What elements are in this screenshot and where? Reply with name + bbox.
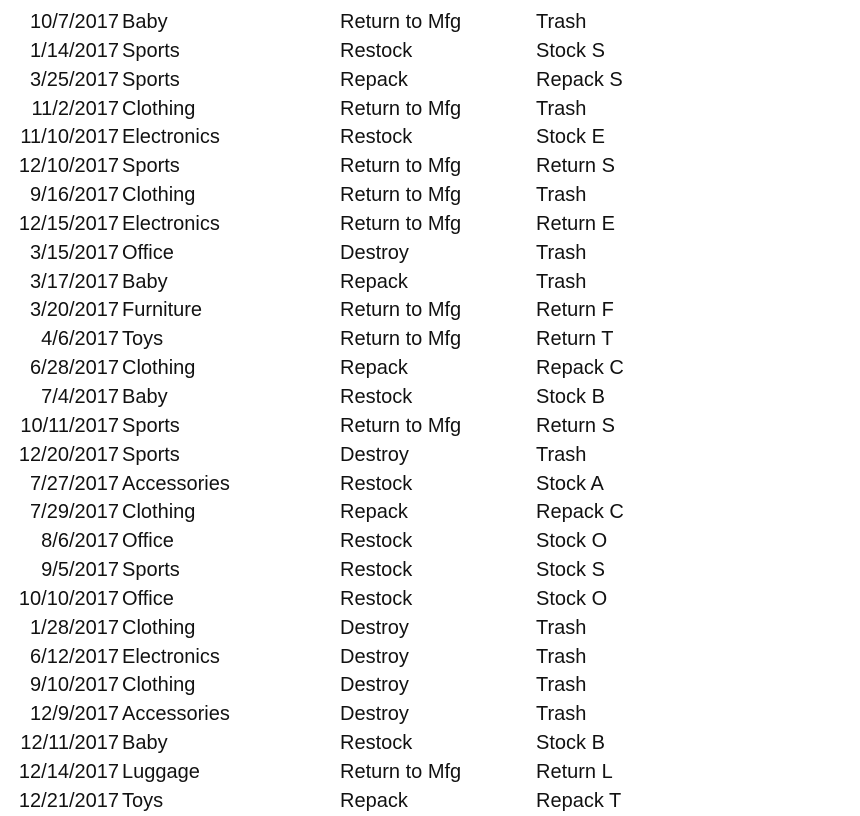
table-row: [0, 181, 860, 210]
table-row: [0, 383, 860, 412]
cell-category[interactable]: Electronics: [122, 645, 220, 668]
cell-action[interactable]: Destroy: [340, 241, 409, 264]
cell-disposition[interactable]: Trash: [536, 674, 587, 697]
cell-action[interactable]: Restock: [340, 472, 413, 495]
cell-action[interactable]: Repack: [340, 68, 408, 91]
cell-action[interactable]: Restock: [340, 732, 413, 755]
cell-date[interactable]: 3/15/2017: [30, 241, 119, 264]
cell-action[interactable]: Return to Mfg: [340, 184, 462, 207]
cell-disposition[interactable]: Repack S: [536, 68, 623, 91]
table-row: [0, 729, 860, 758]
table-row: [0, 66, 860, 95]
table-row: [0, 152, 860, 181]
cell-date[interactable]: 6/28/2017: [30, 357, 119, 380]
cell-category[interactable]: Baby: [122, 11, 168, 33]
cell-disposition[interactable]: Repack C: [536, 501, 624, 524]
cell-disposition[interactable]: Trash: [536, 11, 587, 33]
cell-action[interactable]: Return to Mfg: [340, 299, 462, 322]
table-row: [0, 210, 860, 239]
cell-date[interactable]: 12/20/2017: [18, 443, 119, 466]
cell-date[interactable]: 10/11/2017: [20, 414, 119, 437]
cell-action[interactable]: Destroy: [340, 674, 409, 697]
cell-action[interactable]: Repack: [340, 270, 408, 293]
table-row: [0, 643, 860, 672]
cell-disposition[interactable]: Trash: [536, 645, 587, 668]
cell-date[interactable]: 3/25/2017: [30, 68, 119, 91]
cell-category[interactable]: Electronics: [122, 212, 220, 235]
cell-date[interactable]: 12/9/2017: [30, 703, 119, 726]
cell-date[interactable]: 8/6/2017: [41, 530, 119, 553]
cell-date[interactable]: 6/12/2017: [30, 645, 119, 668]
table-row: [0, 412, 860, 441]
cell-disposition[interactable]: Trash: [536, 616, 587, 639]
cell-category[interactable]: Clothing: [122, 357, 196, 380]
cell-disposition[interactable]: Trash: [536, 97, 587, 120]
cell-disposition[interactable]: Stock B: [536, 385, 605, 408]
table-row: [0, 37, 860, 66]
table-row: [0, 758, 860, 787]
table-row: [0, 556, 860, 585]
cell-disposition[interactable]: Repack T: [536, 789, 622, 812]
cell-category[interactable]: Toys: [122, 789, 164, 812]
cell-disposition[interactable]: Stock O: [536, 587, 608, 610]
table-row: [0, 354, 860, 383]
cell-category[interactable]: Sports: [122, 155, 180, 178]
table-row: [0, 441, 860, 470]
cell-disposition[interactable]: Return F: [536, 299, 614, 322]
cell-category[interactable]: Clothing: [122, 616, 196, 639]
cell-category[interactable]: Accessories: [122, 703, 230, 726]
cell-category[interactable]: Clothing: [122, 674, 196, 697]
cell-disposition[interactable]: Return S: [536, 414, 615, 437]
spreadsheet-grid: [0, 8, 860, 816]
cell-disposition[interactable]: Repack C: [536, 357, 624, 380]
cell-action[interactable]: Return to Mfg: [340, 212, 462, 235]
cell-category[interactable]: Clothing: [122, 501, 196, 524]
cell-action[interactable]: Restock: [340, 385, 413, 408]
cell-category[interactable]: Office: [122, 241, 174, 264]
cell-action[interactable]: Return to Mfg: [340, 414, 462, 437]
cell-date[interactable]: 1/14/2017: [30, 39, 119, 62]
table-row: [0, 296, 860, 325]
cell-date[interactable]: 3/17/2017: [30, 270, 119, 293]
cell-action[interactable]: Restock: [340, 39, 413, 62]
cell-action[interactable]: Restock: [340, 587, 413, 610]
table-row: [0, 527, 860, 556]
table-row: [0, 95, 860, 124]
cell-date[interactable]: 10/7/2017: [30, 11, 119, 33]
cell-date[interactable]: 7/29/2017: [30, 501, 119, 524]
cell-action[interactable]: Repack: [340, 357, 408, 380]
cell-disposition[interactable]: Return T: [536, 328, 614, 351]
cell-category[interactable]: Sports: [122, 39, 180, 62]
cell-category[interactable]: Clothing: [122, 184, 196, 207]
cell-action[interactable]: Destroy: [340, 645, 409, 668]
cell-category[interactable]: Sports: [122, 68, 180, 91]
cell-disposition[interactable]: Return S: [536, 155, 615, 178]
cell-date[interactable]: 12/21/2017: [18, 789, 119, 812]
cell-category[interactable]: Electronics: [122, 126, 220, 149]
cell-disposition[interactable]: Stock E: [536, 126, 605, 149]
cell-action[interactable]: Return to Mfg: [340, 11, 462, 33]
cell-disposition[interactable]: Stock S: [536, 559, 605, 582]
table-row: [0, 614, 860, 643]
cell-disposition[interactable]: Trash: [536, 241, 587, 264]
cell-disposition[interactable]: Trash: [536, 184, 587, 207]
cell-category[interactable]: Baby: [122, 270, 168, 293]
cell-category[interactable]: Sports: [122, 414, 180, 437]
table-row: [0, 498, 860, 527]
cell-action[interactable]: Return to Mfg: [340, 328, 462, 351]
table-row: [0, 123, 860, 152]
cell-disposition[interactable]: Trash: [536, 270, 587, 293]
cell-category[interactable]: Furniture: [122, 299, 203, 322]
table-row: [0, 700, 860, 729]
cell-action[interactable]: Return to Mfg: [340, 97, 462, 120]
cell-category[interactable]: Sports: [122, 559, 180, 582]
cell-action[interactable]: Restock: [340, 559, 413, 582]
table-row: [0, 8, 860, 37]
table-row: [0, 671, 860, 700]
cell-date[interactable]: 12/11/2017: [20, 732, 119, 755]
cell-action[interactable]: Destroy: [340, 616, 409, 639]
cell-date[interactable]: 12/10/2017: [18, 155, 119, 178]
cell-date[interactable]: 4/6/2017: [41, 328, 119, 351]
table-row: [0, 325, 860, 354]
cell-category[interactable]: Baby: [122, 732, 168, 755]
cell-date[interactable]: 1/28/2017: [30, 616, 119, 639]
cell-category[interactable]: Clothing: [122, 97, 196, 120]
cell-date[interactable]: 12/14/2017: [18, 760, 119, 783]
cell-disposition[interactable]: Trash: [536, 703, 587, 726]
table-row: [0, 585, 860, 614]
table-row: [0, 268, 860, 297]
cell-category[interactable]: Office: [122, 530, 174, 553]
cell-action[interactable]: Destroy: [340, 703, 409, 726]
cell-date[interactable]: 10/10/2017: [18, 587, 119, 610]
cell-date[interactable]: 9/10/2017: [30, 674, 119, 697]
cell-category[interactable]: Toys: [122, 328, 164, 351]
cell-date[interactable]: 12/15/2017: [18, 212, 119, 235]
cell-disposition[interactable]: Stock S: [536, 39, 605, 62]
table-row: [0, 787, 860, 816]
cell-date[interactable]: 9/16/2017: [30, 184, 119, 207]
cell-category[interactable]: Baby: [122, 385, 168, 408]
cell-action[interactable]: Repack: [340, 501, 408, 524]
cell-date[interactable]: 3/20/2017: [30, 299, 119, 322]
cell-action[interactable]: Repack: [340, 789, 408, 812]
cell-action[interactable]: Return to Mfg: [340, 760, 462, 783]
cell-disposition[interactable]: Stock O: [536, 530, 608, 553]
cell-category[interactable]: Accessories: [122, 472, 230, 495]
cell-date[interactable]: 9/5/2017: [41, 559, 119, 582]
cell-date[interactable]: 11/2/2017: [31, 97, 119, 120]
cell-disposition[interactable]: Stock A: [536, 472, 604, 495]
cell-disposition[interactable]: Return L: [536, 760, 613, 783]
cell-category[interactable]: Office: [122, 587, 174, 610]
cell-action[interactable]: Restock: [340, 530, 413, 553]
cell-date[interactable]: 7/27/2017: [30, 472, 119, 495]
cell-action[interactable]: Destroy: [340, 443, 409, 466]
cell-action[interactable]: Restock: [340, 126, 413, 149]
table-row: [0, 470, 860, 499]
cell-category[interactable]: Sports: [122, 443, 180, 466]
cell-date[interactable]: 11/10/2017: [20, 126, 119, 149]
cell-disposition[interactable]: Stock B: [536, 732, 605, 755]
cell-action[interactable]: Return to Mfg: [340, 155, 462, 178]
cell-category[interactable]: Luggage: [122, 760, 200, 783]
cell-disposition[interactable]: Return E: [536, 212, 615, 235]
table-row: [0, 239, 860, 268]
cell-date[interactable]: 7/4/2017: [41, 385, 119, 408]
cell-disposition[interactable]: Trash: [536, 443, 587, 466]
